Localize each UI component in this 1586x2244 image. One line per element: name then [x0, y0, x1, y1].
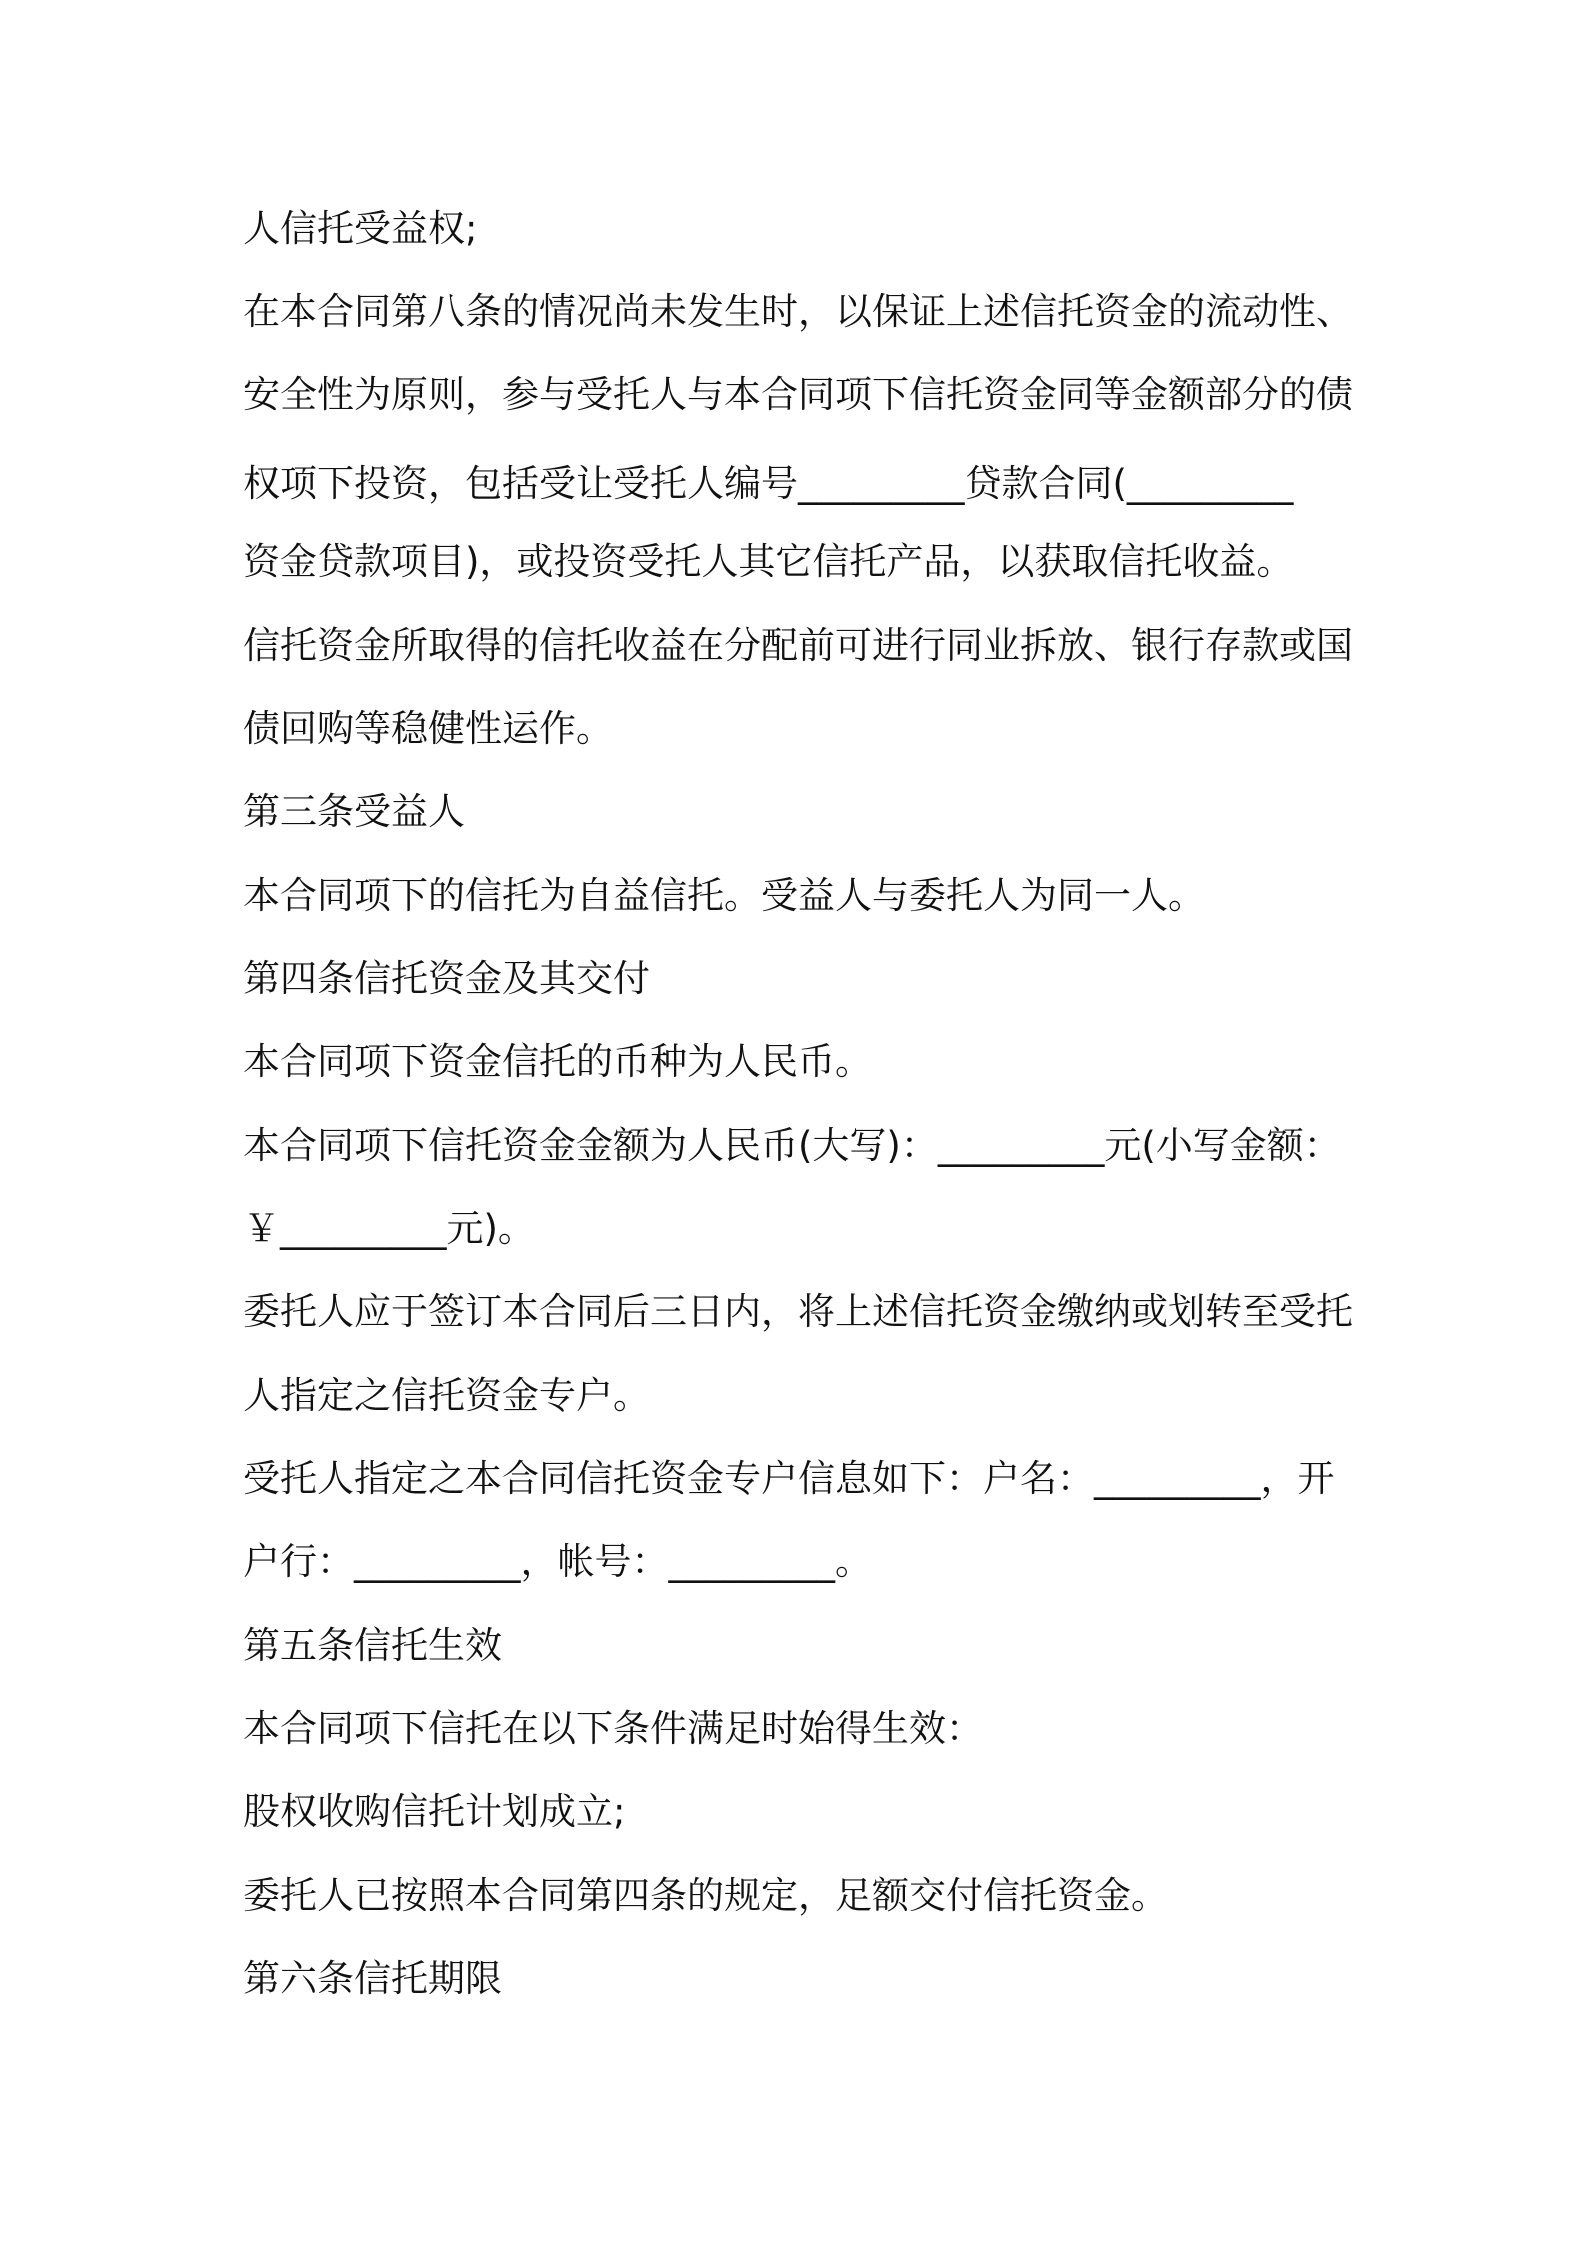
section-heading: 第三条受益人 — [243, 790, 465, 833]
text-line: 权项下投资，包括受让受托人编号_________贷款合同(_________ — [243, 462, 1294, 505]
text-line: 股权收购信托计划成立; — [243, 1790, 626, 1833]
text-line: 资金贷款项目)，或投资受托人其它信托产品，以获取信托收益。 — [243, 540, 1294, 583]
text-line: 本合同项下信托在以下条件满足时始得生效： — [243, 1707, 983, 1750]
text-line: ￥_________元)。 — [243, 1207, 535, 1250]
text-line: 安全性为原则，参与受托人与本合同项下信托资金同等金额部分的债 — [243, 373, 1353, 416]
text-line: 信托资金所取得的信托收益在分配前可进行同业拆放、银行存款或国 — [243, 624, 1353, 667]
section-heading: 第六条信托期限 — [243, 1957, 502, 2000]
text-line: 债回购等稳健性运作。 — [243, 707, 613, 750]
text-line: 本合同项下信托资金金额为人民币(大写)：_________元(小写金额： — [243, 1124, 1341, 1167]
text-line: 人指定之信托资金专户。 — [243, 1374, 650, 1417]
text-line: 委托人应于签订本合同后三日内，将上述信托资金缴纳或划转至受托 — [243, 1290, 1353, 1333]
text-line: 本合同项下的信托为自益信托。受益人与委托人为同一人。 — [243, 874, 1205, 917]
text-line: 人信托受益权; — [243, 207, 478, 250]
text-line: 在本合同第八条的情况尚未发生时，以保证上述信托资金的流动性、 — [243, 290, 1353, 333]
text-line: 委托人已按照本合同第四条的规定，足额交付信托资金。 — [243, 1874, 1168, 1917]
section-heading: 第四条信托资金及其交付 — [243, 957, 650, 1000]
text-line: 本合同项下资金信托的币种为人民币。 — [243, 1040, 872, 1083]
text-line: 户行：_________，帐号：_________。 — [243, 1540, 872, 1583]
text-line: 受托人指定之本合同信托资金专户信息如下：户名：_________，开 — [243, 1457, 1335, 1500]
section-heading: 第五条信托生效 — [243, 1624, 502, 1667]
